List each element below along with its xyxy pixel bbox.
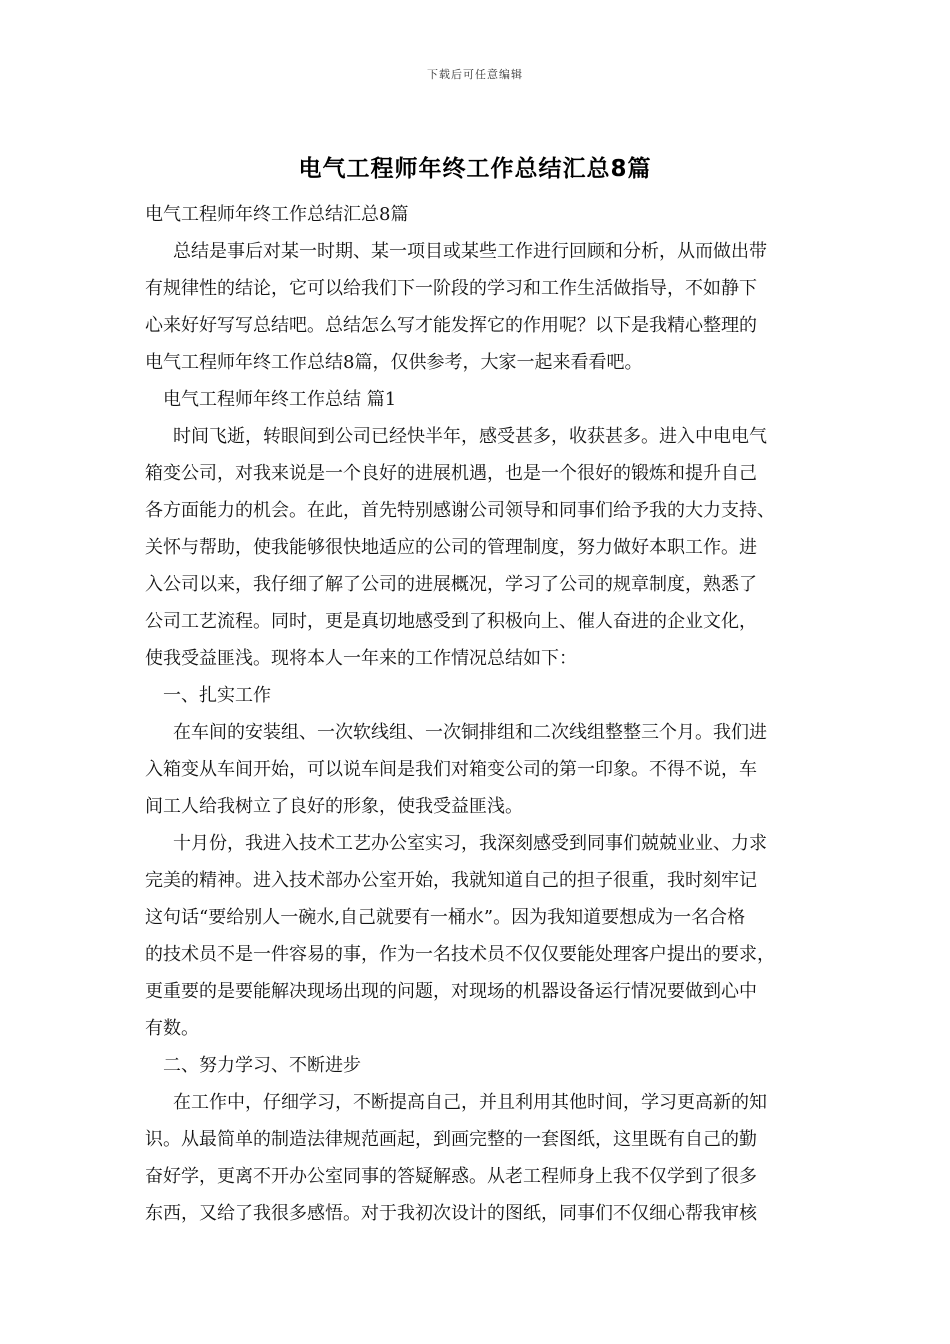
paragraph-line: 这句话“要给别人一碗水,自己就要有一桶水”。因为我知道要想成为一名合格 (145, 907, 746, 928)
section-heading: 一、扎实工作 (163, 685, 271, 706)
page-title: 电气工程师年终工作总结汇总8篇 (298, 156, 652, 182)
paragraph-line: 关怀与帮助，使我能够很快地适应的公司的管理制度，努力做好本职工作。进 (145, 537, 757, 558)
paragraph-line: 公司工艺流程。同时，更是真切地感受到了积极向上、催人奋进的企业文化， (145, 611, 757, 632)
header-note: 下载后可任意编辑 (427, 68, 523, 81)
paragraph-line: 的技术员不是一件容易的事，作为一名技术员不仅仅要能处理客户提出的要求， (145, 944, 775, 965)
paragraph-line: 使我受益匪浅。现将本人一年来的工作情况总结如下： (145, 648, 577, 669)
paragraph-line: 有规律性的结论，它可以给我们下一阶段的学习和工作生活做指导，不如静下 (145, 278, 757, 299)
paragraph-line: 在车间的安装组、一次软线组、一次铜排组和二次线组整整三个月。我们进 (173, 722, 767, 743)
paragraph-line: 箱变公司，对我来说是一个良好的进展机遇，也是一个很好的锻炼和提升自己 (145, 463, 757, 484)
paragraph-line: 奋好学，更离不开办公室同事的答疑解惑。从老工程师身上我不仅学到了很多 (145, 1166, 757, 1187)
paragraph-line: 间工人给我树立了良好的形象，使我受益匪浅。 (145, 796, 523, 817)
paragraph-line: 时间飞逝，转眼间到公司已经快半年，感受甚多，收获甚多。进入中电电气 (173, 426, 767, 447)
document-subtitle: 电气工程师年终工作总结汇总8篇 (145, 204, 409, 225)
paragraph-line: 东西，又给了我很多感悟。对于我初次设计的图纸，同事们不仅细心帮我审核 (145, 1203, 757, 1224)
document-body (145, 196, 810, 1232)
paragraph-line: 在工作中，仔细学习，不断提高自己，并且利用其他时间，学习更高新的知 (173, 1092, 767, 1113)
paragraph-line: 更重要的是要能解决现场出现的问题，对现场的机器设备运行情况要做到心中 (145, 981, 757, 1002)
paragraph-line: 完美的精神。进入技术部办公室开始，我就知道自己的担子很重，我时刻牢记 (145, 870, 757, 891)
paragraph-line: 入公司以来，我仔细了解了公司的进展概况，学习了公司的规章制度，熟悉了 (145, 574, 757, 595)
paragraph-line: 有数。 (145, 1018, 199, 1039)
section-heading: 二、努力学习、不断进步 (163, 1055, 361, 1076)
paragraph-line: 心来好好写写总结吧。总结怎么写才能发挥它的作用呢？以下是我精心整理的 (145, 315, 757, 336)
paragraph-line: 十月份，我进入技术工艺办公室实习，我深刻感受到同事们兢兢业业、力求 (173, 833, 767, 854)
section-heading: 电气工程师年终工作总结 篇1 (163, 389, 397, 410)
paragraph-line: 总结是事后对某一时期、某一项目或某些工作进行回顾和分析，从而做出带 (173, 241, 767, 262)
paragraph-line: 入箱变从车间开始，可以说车间是我们对箱变公司的第一印象。不得不说，车 (145, 759, 757, 780)
paragraph-line: 电气工程师年终工作总结8篇，仅供参考，大家一起来看看吧。 (145, 352, 643, 373)
paragraph-line: 识。从最简单的制造法律规范画起，到画完整的一套图纸，这里既有自己的勤 (145, 1129, 757, 1150)
paragraph-line: 各方面能力的机会。在此，首先特别感谢公司领导和同事们给予我的大力支持、 (145, 500, 775, 521)
